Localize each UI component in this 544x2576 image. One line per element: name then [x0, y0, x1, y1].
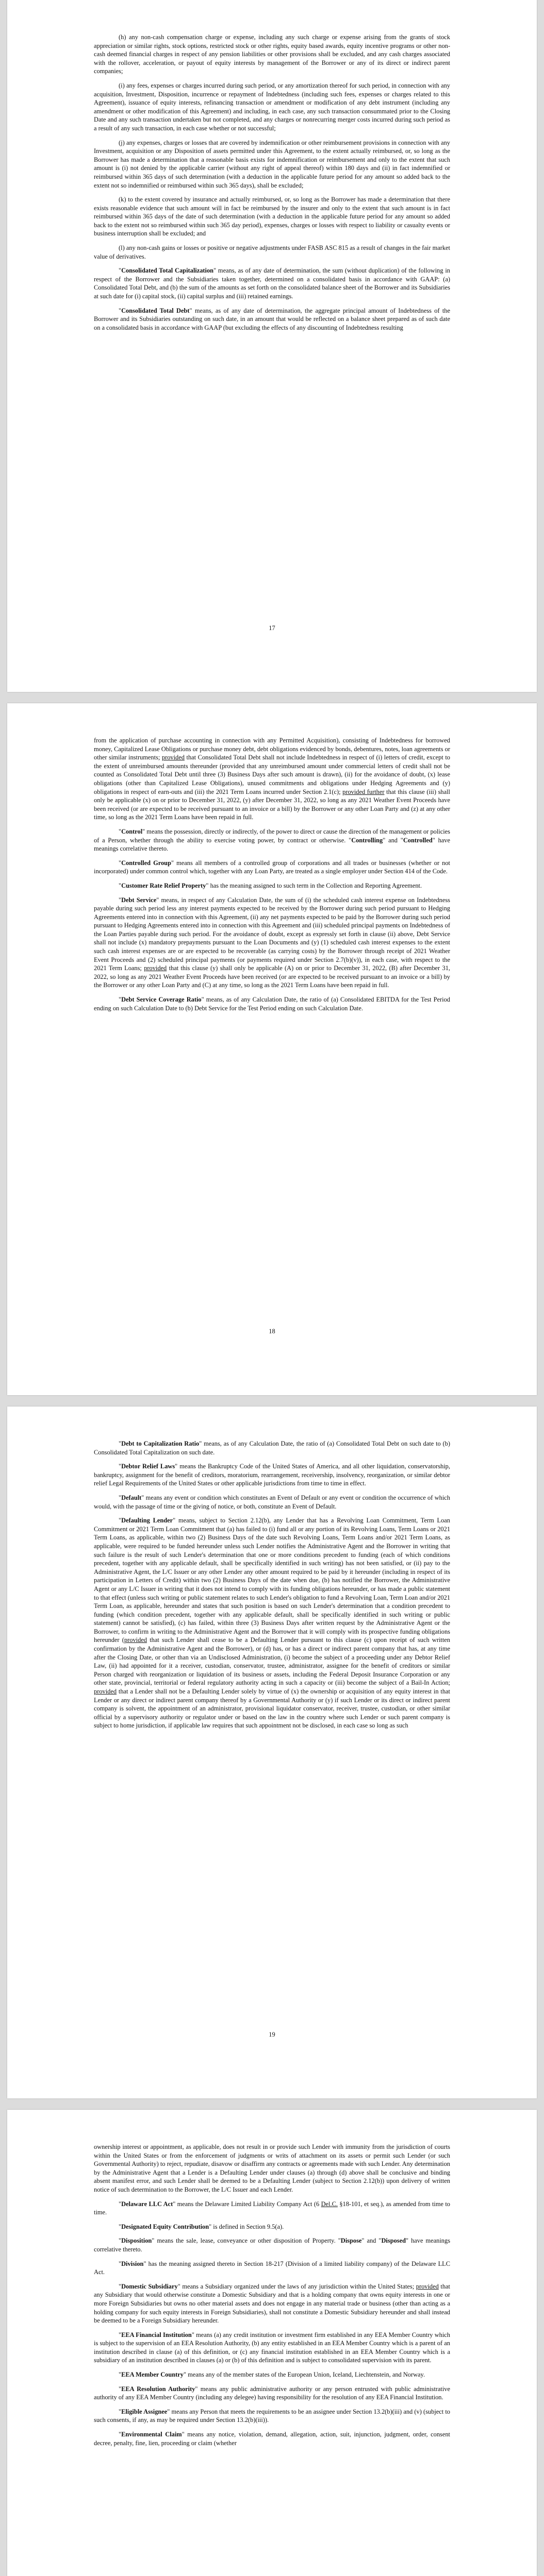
emphasis-provided-further: provided further [342, 788, 385, 795]
definition-body: that such Lender shall cease to be a Defaulting Lender pursuant to this clause (c) upon receipt of such written confirmation by the Administrative Agent and the Borrower), or (d) has, or has a direct or indirect parent company that has, at any time after the Closing Date, or other than via an Undisclosed Administration, (i) become the subject of a proceeding under any Debtor Relief Law, (ii) had appointed for it a receiver, custodian, conservator, trustee, administrator, assignee for the benefit of creditors or similar Person charged with reorganization or liquidation of its business or assets, including the Federal Deposit Insurance Corporation or any other state, provincial, territorial or federal regulatory authority acting in such a capacity or (iii) become the subject of a Bail-In Action; [94, 1636, 450, 1687]
document-page-20 [7, 2110, 537, 2576]
defined-term: Default [121, 1494, 142, 1501]
defined-term: EEA Resolution Authority [121, 2385, 195, 2393]
defined-term: Eligible Assignee [121, 2408, 168, 2415]
defined-term: Consolidated Total Capitalization [121, 267, 214, 275]
defined-term: Disposition [121, 2237, 152, 2245]
defined-term: Environmental Claim [121, 2431, 182, 2438]
definition-body: means the sale, lease, conveyance or other disposition of Property. " [154, 2237, 341, 2245]
definition-body: means a Subsidiary organized under the laws of any jurisdiction within the United States; [180, 2282, 416, 2290]
defined-term: Dispose [340, 2237, 362, 2245]
definition-disposition: "Disposition" means the sale, lease, conveyance or other disposition of Property. "Dispose" and "Disposed" have meanings correlative thereto. [94, 2237, 451, 2253]
definition-debt-service-coverage-ratio: "Debt Service Coverage Ratio" means, as of any Calculation Date, the ratio of (a) Consolidated EBITDA for the Test Period ending on such Calculation Date to (b) Debt Service for the Test Period ending on such Calculation Date. [94, 996, 450, 1012]
definition-body: means, as of any Calculation Date, the ratio of (a) Consolidated EBITDA for the Test Period ending on such Calculation Date to (b) Debt Service for the Test Period ending on such Calculation Date. [94, 996, 450, 1012]
citation-del-c: Del.C. [321, 2200, 338, 2208]
clause-h: (h) any non-cash compensation charge or expense, including any such charge or expense arising from the grants of stock appreciation or similar rights, stock options, restricted stock or other rights, equity based awards, equity incentive programs or other non-cash deemed financial charges in respect of any pension liabilities or other provisions shall be excluded, and any cash charges associated with the rollover, acceleration, or payout of equity interests by management of the Borrower or any of its direct or indirect parent companies; [94, 33, 450, 75]
definition-body: is defined in Section 9.5(a). [211, 2223, 284, 2230]
definition-debtor-relief-laws: "Debtor Relief Laws" means the Bankruptcy Code of the United States of America, and all other liquidation, conservatorship, bankruptcy, assignment for the benefit of creditors, moratorium, rearrangement, receivership, insolvency, reorganization, or similar debtor relief Legal Requirements of the United States or other applicable jurisdictions from time to time in effect. [94, 1463, 450, 1487]
definition-body: means, as of any date of determination, the aggregate principal amount of Indebtedness of the Borrower and its Subsidiaries outstanding on such date, in an amount that would be reflected on a balance sheet prepared as of such date on a consolidated basis in accordance with GAAP (but excluding the effects of any discounting of Indebtedness resulting [94, 307, 451, 331]
definition-consolidated-total-debt: "Consolidated Total Debt" means, as of any date of determination, the aggregate principal amount of Indebtedness of the Borrower and its Subsidiaries outstanding on such date, in an amount that would be reflected on a balance sheet prepared as of such date on a consolidated basis in accordance with GAAP (but excluding the effects of any discounting of Indebtedness resulting [94, 307, 451, 331]
definition-debt-service: "Debt Service" means, in respect of any Calculation Date, the sum of (i) the scheduled cash interest expense on Indebtedness payable during such period less any interest payments expected to be received by the Borrower during such period pursuant to Hedging Agreements entered into in connection with this Agreement, (ii) any net payments expected to be paid by the Borrower during such period pursuant to Hedging Agreements entered into in connection with this Agreement and (iii) scheduled principal payments on Indebtedness of the Loan Parties payable during such period. For the avoidance of doubt, except as expressly set forth in clause (ii) above, Debt Service shall not include (x) mandatory prepayments pursuant to the Loan Documents and (y) (1) scheduled cash interest expenses to the extent such cash interest expenses are or are expected to be recoverable (as carrying costs) by the Borrower through receipt of 2021 Weather Event Proceeds and (2) scheduled principal payments (or payments required under Section 2.7(b)(v)), in each case, with respect to the 2021 Term Loans; provided that this clause (y) shall only be applicable (A) on or prior to December 31, 2022, (B) after December 31, 2022, so long as any 2021 Weather Event Proceeds have been received (or are expected to be received pursuant to an invoice or a bill) by the Borrower or any other Loan Party and (C) at any time, so long as the 2021 Term Loans have been repaid in full. [94, 896, 450, 989]
definition-body: that this clause (y) shall only be applicable (A) on or prior to December 31, 2022, (B) after December 31, 2022, so long as any 2021 Weather Event Proceeds have been received (or are expected to be received pursuant to an invoice or a bill) by the Borrower or any other Loan Party and (C) at any time, so long as the 2021 Term Loans have been repaid in full. [94, 964, 450, 989]
clause-l: (l) any non-cash gains or losses or positive or negative adjustments under FASB ASC 815 as a result of changes in the fair market value of derivatives. [94, 244, 450, 260]
definition-defaulting-lender: "Defaulting Lender" means, subject to Section 2.12(b), any Lender that has a Revolving Loan Commitment, Term Loan Commitment or 2021 Term Loan Commitment that (a) has failed to (i) fund all or any portion of its Revolving Loans, Term Loans or 2021 Term Loans, as applicable, within two (2) Business Days of the date such Revolving Loans, Term Loans and/or 2021 Term Loans, as applicable, were required to be funded hereunder unless such Lender notifies the Administrative Agent and the Borrower in writing that such failure is the result of such Lender's determination that one or more conditions precedent to funding (each of which conditions precedent, together with any applicable default, shall be specifically identified in such writing) has not been satisfied, or (ii) pay to the Administrative Agent, the L/C Issuer or any other Lender any other amount required to be paid by it hereunder (including in respect of its participation in Letters of Credit) within two (2) Business Days of the date when due, (b) has notified the Borrower, the Administrative Agent or any L/C Issuer in writing that it does not intend to comply with its funding obligations hereunder, or has made a public statement to that effect (unless such writing or public statement relates to such Lender's obligation to fund a Revolving Loan, Term Loan and/or 2021 Term Loan, as applicable, hereunder and states that such position is based on such Lender's determination that a condition precedent to funding (which condition precedent, together with any applicable default, shall be specifically identified in such writing or public statement) cannot be satisfied), (c) has failed, within three (3) Business Days after written request by the Administrative Agent or the Borrower, to confirm in writing to the Administrative Agent and the Borrower that it will comply with its prospective funding obligations hereunder (provided that such Lender shall cease to be a Defaulting Lender pursuant to this clause (c) upon receipt of such written confirmation by the Administrative Agent and the Borrower), or (d) has, or has a direct or indirect parent company that has, at any time after the Closing Date, or other than via an Undisclosed Administration, (i) become the subject of a proceeding under any Debtor Relief Law, (ii) had appointed for it a receiver, custodian, conservator, trustee, administrator, assignee for the benefit of creditors or similar Person charged with reorganization or liquidation of its business or assets, including the Federal Deposit Insurance Corporation or any other state, provincial, territorial or federal regulatory authority acting in such a capacity or (iii) become the subject of a Bail-In Action; provided that a Lender shall not be a Defaulting Lender solely by virtue of (x) the ownership or acquisition of any equity interest in that Lender or any direct or indirect parent company thereof by a Governmental Authority or (y) if such Lender or its direct or indirect parent company is solvent, the appointment of an administrator, provisional liquidator conservator, receiver, trustee, custodian, or other similar official by a supervisory authority or regulator under or based on the law in the country where such Lender or such parent company is subject to home jurisdiction, if applicable law requires that such appointment not be disclosed, in each case so long as such [94, 1517, 450, 1730]
definition-body: means, as of any Calculation Date, the ratio of (a) Consolidated Total Debt on such date to (b) Consolidated Total Capitalization on such date. [94, 1440, 450, 1456]
definition-body: means the Delaware Limited Liability Company Act (6 [175, 2200, 321, 2208]
page-number: 19 [269, 2031, 275, 2038]
definition-body: " and " [383, 836, 403, 844]
definition-eea-member-country: "EEA Member Country" means any of the member states of the European Union, Iceland, Liechtenstein, and Norway. [119, 2371, 425, 2379]
defined-term: Division [121, 2260, 144, 2267]
definition-consolidated-total-debt-continued [94, 736, 450, 822]
definition-body: that a Lender shall not be a Defaulting Lender solely by virtue of (x) the ownership or acquisition of any equity interest in that Lender or any direct or indirect parent company thereof by a Governmental Authority or (y) if such Lender or its direct or indirect parent company is solvent, the appointment of an administrator, provisional liquidator conservator, receiver, trustee, custodian, or other similar official by a supervisory authority or regulator under or based on the law in the country where such Lender or such parent company is subject to home jurisdiction, if applicable law requires that such appointment not be disclosed, in each case so long as such [94, 1688, 450, 1730]
definition-delaware-llc-act: "Delaware LLC Act" means the Delaware Limited Liability Company Act (6 Del.C. §18-101, et seq.), as amended from time to time. [94, 2200, 450, 2216]
defined-term: Customer Rate Relief Property [121, 882, 206, 889]
definition-consolidated-total-capitalization: "Consolidated Total Capitalization" means, as of any date of determination, the sum (without duplication) of the following in respect of the Borrower and the Subsidiaries taken together, determined on a consolidated basis in accordance with GAAP: (a) Consolidated Total Debt, and (b) the sum of the amounts as set forth on the consolidated balance sheet of the Borrower and its Subsidiaries at such date for (i) capital stock, (ii) capital surplus and (iii) retained earnings. [94, 267, 450, 300]
document-page-19 [7, 1406, 537, 2098]
definition-customer-rate-relief-property: "Customer Rate Relief Property" has the meaning assigned to such term in the Collection and Reporting Agreement. [119, 882, 422, 889]
definition-body: means any Person that meets the requirements to be an assignee under Section 13.2(b)(iii) and (v) (subject to such consents, if any, as may be required under Section 13.2(b)(iii)). [94, 2408, 451, 2424]
document-page-17 [7, 0, 537, 692]
definition-body: means all members of a controlled group of corporations and all trades or businesses (whether or not incorporated) under common control which, together with any Loan Party, are treated as a single employer under Section 414 of the Code. [94, 859, 450, 875]
definition-eligible-assignee: "Eligible Assignee" means any Person that meets the requirements to be an assignee under Section 13.2(b)(iii) and (v) (subject to such consents, if any, as may be required under Section 13.2(b)(iii)). [94, 2408, 451, 2424]
definition-body: §18-101, et seq.), as amended from time to time. [94, 2200, 450, 2216]
defined-term: Debt Service [121, 896, 157, 904]
definition-debt-to-capitalization-ratio: "Debt to Capitalization Ratio" means, as of any Calculation Date, the ratio of (a) Consolidated Total Debt on such date to (b) Consolidated Total Capitalization on such date. [94, 1440, 450, 1456]
definition-body: means, as of any date of determination, the sum (without duplication) of the following in respect of the Borrower and the Subsidiaries taken together, determined on a consolidated basis in accordance with GAAP: (a) Consolidated Total Debt, and (b) the sum of the amounts as set forth on the consolidated balance sheet of the Borrower and its Subsidiaries at such date for (i) capital stock, (ii) capital surplus and (iii) retained earnings. [94, 267, 450, 300]
definition-body: means the possession, directly or indirectly, of the power to direct or cause the direction of the management or policies of a Person, whether through the ability to exercise voting power, by contract or otherwise. " [94, 827, 450, 844]
definition-body: means any of the member states of the European Union, Iceland, Liechtenstein, and Norway. [186, 2371, 425, 2379]
definition-body: has the meaning assigned to such term in the Collection and Reporting Agreement. [208, 882, 422, 889]
defined-term: Disposed [381, 2237, 406, 2245]
defined-term: EEA Financial Institution [121, 2331, 192, 2338]
definition-division: "Division" has the meaning assigned thereto in Section 18-217 (Division of a limited liability company) of the Delaware LLC Act. [94, 2260, 450, 2276]
definition-body: means any event or condition which constitutes an Event of Default or any event or condition the occurrence of which would, with the passage of time or the giving of notice, or both, constitute an Event of Default. [94, 1494, 450, 1510]
emphasis-provided: provided [124, 1636, 147, 1644]
definition-body: means, in respect of any Calculation Date, the sum of (i) the scheduled cash interest expense on Indebtedness payable during such period less any interest payments expected to be received by the Borrower during such period pursuant to Hedging Agreements entered into in connection with this Agreement, (ii) any net payments expected to be paid by the Borrower during such period pursuant to Hedging Agreements entered into in connection with this Agreement and (iii) scheduled principal payments on Indebtedness of the Loan Parties payable during such period. For the avoidance of doubt, except as expressly set forth in clause (ii) above, Debt Service shall not include (x) mandatory prepayments pursuant to the Loan Documents and (y) (1) scheduled cash interest expenses to the extent such cash interest expenses are or are expected to be recoverable (as carrying costs) by the Borrower through receipt of 2021 Weather Event Proceeds and (2) scheduled principal payments (or payments required under Section 2.7(b)(v)), in each case, with respect to the 2021 Term Loans; [94, 896, 450, 972]
defined-term: Domestic Subsidiary [121, 2282, 178, 2290]
defined-term: Defaulting Lender [121, 1517, 173, 1524]
emphasis-provided: provided [161, 754, 185, 761]
emphasis-provided: provided [94, 1688, 117, 1696]
definition-domestic-subsidiary: "Domestic Subsidiary" means a Subsidiary organized under the laws of any jurisdiction within the United States; provided that any Subsidiary that would otherwise constitute a Domestic Subsidiary and that is a holding company that owns equity interests in one or more Foreign Subsidiaries but owns no other material assets and does not engage in any material trade or business (other than acting as a holding company for such equity interests in Foreign Subsidiaries), shall not constitute a Domestic Subsidiary hereunder and shall instead be deemed to be a Foreign Subsidiary hereunder. [94, 2282, 450, 2325]
definition-default: "Default" means any event or condition which constitutes an Event of Default or any event or condition the occurrence of which would, with the passage of time or the giving of notice, or both, constitute an Event of Default. [94, 1494, 450, 1510]
definition-body: means the Bankruptcy Code of the United States of America, and all other liquidation, conservatorship, bankruptcy, assignment for the benefit of creditors, moratorium, rearrangement, receivership, insolvency, reorganization, or similar debtor relief Legal Requirements of the United States or other applicable jurisdictions from time to time in effect. [94, 1463, 450, 1487]
defined-term: Debt Service Coverage Ratio [121, 996, 202, 1004]
definition-environmental-claim: "Environmental Claim" means any notice, violation, demand, allegation, action, suit, injunction, judgment, order, consent decree, penalty, fine, lien, proceeding or claim (whether [94, 2431, 450, 2447]
defined-term: Control [121, 827, 143, 835]
defined-term: Debt to Capitalization Ratio [121, 1440, 200, 1447]
definition-control: "Control" means the possession, directly or indirectly, of the power to direct or cause the direction of the management or policies of a Person, whether through the ability to exercise voting power, by contract or otherwise. "Controlling" and "Controlled" have meanings correlative thereto. [94, 827, 450, 853]
clause-j: (j) any expenses, charges or losses that are covered by indemnification or other reimbursement provisions in connection with any Investment, acquisition or any Disposition of assets permitted under this Agreement, to the extent actually reimbursed, or, so long as the Borrower has made a determination that a reasonable basis exists for indemnification or reimbursement and only to the extent that such amount is (i) not denied by the applicable carrier (without any right of appeal thereof) within 180 days and (ii) in fact indemnified or reimbursed within 365 days of such determination (with a deduction in the applicable future period for any amount so added back to the extent not so indemnified or reimbursed within such 365 days), shall be excluded; [94, 139, 450, 189]
emphasis-provided: provided [416, 2282, 439, 2290]
definition-defaulting-lender-continued: ownership interest or appointment, as applicable, does not result in or provide such Lender with immunity from the jurisdiction of courts within the United States or from the enforcement of judgments or writs of attachment on its assets or permit such Lender (or such Governmental Authority) to reject, repudiate, disavow or disaffirm any contracts or agreements made with such Lender. Any determination by the Administrative Agent that a Lender is a Defaulting Lender under clauses (a) through (d) above shall be conclusive and binding absent manifest error, and such Lender shall be deemed to be a Defaulting Lender (subject to Section 2.12(b)) upon delivery of written notice of such determination to the Borrower, the L/C Issuer and each Lender. [94, 2143, 450, 2193]
definition-body: has the meaning assigned thereto in Section 18-217 (Division of a limited liability company) of the Delaware LLC Act. [94, 2260, 450, 2276]
definition-body: means (a) any credit institution or investment firm established in any EEA Member Country which is subject to the supervision of an EEA Resolution Authority, (b) any entity established in an EEA Member Country which is a parent of an institution described in clause (a) of this definition, or (c) any financial institution established in an EEA Member Country which is a subsidiary of an institution described in clauses (a) or (b) of this definition and is subject to consolidated supervision with its parent. [94, 2331, 451, 2364]
definition-body: means, subject to Section 2.12(b), any Lender that has a Revolving Loan Commitment, Term Loan Commitment or 2021 Term Loan Commitment that (a) has failed to (i) fund all or any portion of its Revolving Loans, Term Loans or 2021 Term Loans, as applicable, within two (2) Business Days of the date such Revolving Loans, Term Loans and/or 2021 Term Loans, as applicable, were required to be funded hereunder unless such Lender notifies the Administrative Agent and the Borrower in writing that such failure is the result of such Lender's determination that one or more conditions precedent to funding (each of which conditions precedent, together with any applicable default, shall be specifically identified in such writing) has not been satisfied, or (ii) pay to the Administrative Agent, the L/C Issuer or any other Lender any other amount required to be paid by it hereunder (including in respect of its participation in Letters of Credit) within two (2) Business Days of the date when due, (b) has notified the Borrower, the Administrative Agent or any L/C Issuer in writing that it does not intend to comply with its funding obligations hereunder, or has made a public statement to that effect (unless such writing or public statement relates to such Lender's obligation to fund a Revolving Loan, Term Loan and/or 2021 Term Loan, as applicable, hereunder and states that such position is based on such Lender's determination that a condition precedent to funding (which condition precedent, together with any applicable default, shall be specifically identified in such writing or public statement) cannot be satisfied), (c) has failed, within three (3) Business Days after written request by the Administrative Agent or the Borrower, to confirm in writing to the Administrative Agent and the Borrower that it will comply with its prospective funding obligations hereunder ( [94, 1517, 450, 1644]
clause-k: (k) to the extent covered by insurance and actually reimbursed, or, so long as the Borrower has made a determination that there exists reasonable evidence that such amount will in fact be reimbursed by the insurer and only to the extent that such amount is in fact reimbursed within 365 days of the date of such determination (with a deduction in the applicable future period for any amount so added back to the extent not so reimbursed within such 365 day period), expenses, charges or losses with respect to liability or casualty events or business interruption shall be excluded; and [94, 196, 450, 238]
definition-body: means any notice, violation, demand, allegation, action, suit, injunction, judgment, order, consent decree, penalty, fine, lien, proceeding or claim (whether [94, 2431, 450, 2447]
definition-body: " have meanings correlative thereto. [94, 836, 450, 853]
continuation-text: that Consolidated Total Debt shall not include Indebtedness in respect of (i) letters of credit, except to the extent of unreimbursed amounts thereunder (provided that any unreimbursed amount under commercial letters of credit shall not be counted as Consolidated Total Debt until three (3) Business Days after such amount is drawn), (ii) for the avoidance of doubt, (x) lease obligations (other than Capitalized Lease Obligations), unused commitments and obligations under Hedging Agreements and (y) obligations in respect of earn-outs and (iii) the 2021 Term Loans incurred under Section 2.1(c); [94, 754, 450, 795]
defined-term: Designated Equity Contribution [121, 2223, 209, 2230]
definition-body: means any public administrative authority or any person entrusted with public administrative authority of any EEA Member Country (including any delegee) having responsibility for the resolution of any EEA Financial Institution. [94, 2385, 450, 2401]
emphasis-provided: provided [144, 964, 167, 972]
document-page-18 [7, 703, 537, 1395]
defined-term: Controlled [403, 836, 433, 844]
continuation-text: that this clause (iii) shall only be applicable (x) on or prior to December 31, 2022, (y) after December 31, 2022, so long as any 2021 Weather Event Proceeds have been received (or are expected to be received pursuant to an invoice or a bill) by the Borrower or any other Loan Party and (z) at any other time, so long as the 2021 Term Loans have been repaid in full. [94, 788, 450, 821]
page-number: 17 [269, 624, 275, 632]
definition-body: " and " [361, 2237, 382, 2245]
continuation-text: from the application of purchase accounting in connection with any Permitted Acquisition), consisting of Indebtedness for borrowed money, Capitalized Lease Obligations or purchase money debt, debt obligations evidenced by bonds, debentures, notes, loan agreements or other similar instruments; [94, 737, 450, 761]
definition-body: " have meanings correlative thereto. [94, 2237, 451, 2253]
defined-term: EEA Member Country [121, 2371, 184, 2379]
definition-designated-equity-contribution: "Designated Equity Contribution" is defined in Section 9.5(a). [119, 2223, 284, 2230]
clause-i: (i) any fees, expenses or charges incurred during such period, or any amortization thereof for such period, in connection with any acquisition, Investment, Disposition, incurrence or repayment of Indebtedness (including such fees, expenses or charges related to this Agreement), issuance of equity interests, refinancing transaction or amendment or modification of any debt instrument (including any amendment or other modification of this Agreement) and including, in each case, any such transaction consummated prior to the Closing Date and any such transaction undertaken but not completed, and any charges or nonrecurring merger costs incurred during such period as a result of any such transaction, in each case whether or not successful; [94, 81, 450, 132]
definition-eea-financial-institution: "EEA Financial Institution" means (a) any credit institution or investment firm established in any EEA Member Country which is subject to the supervision of an EEA Resolution Authority, (b) any entity established in an EEA Member Country which is a parent of an institution described in clause (a) of this definition, or (c) any financial institution established in an EEA Member Country which is a subsidiary of an institution described in clauses (a) or (b) of this definition and is subject to consolidated supervision with its parent. [94, 2331, 451, 2364]
definition-eea-resolution-authority: "EEA Resolution Authority" means any public administrative authority or any person entrusted with public administrative authority of any EEA Member Country (including any delegee) having responsibility for the resolution of any EEA Financial Institution. [94, 2385, 450, 2401]
defined-term: Controlling [351, 836, 383, 844]
page-number: 18 [269, 1328, 275, 1335]
definition-controlled-group: "Controlled Group" means all members of a controlled group of corporations and all trades or businesses (whether or not incorporated) under common control which, together with any Loan Party, are treated as a single employer under Section 414 of the Code. [94, 859, 450, 875]
definition-body: that any Subsidiary that would otherwise constitute a Domestic Subsidiary and that is a holding company that owns equity interests in one or more Foreign Subsidiaries but owns no other material assets and does not engage in any material trade or business (other than acting as a holding company for such equity interests in Foreign Subsidiaries), shall not constitute a Domestic Subsidiary hereunder and shall instead be deemed to be a Foreign Subsidiary hereunder. [94, 2282, 450, 2325]
defined-term: Debtor Relief Laws [121, 1463, 175, 1470]
defined-term: Controlled Group [121, 859, 171, 867]
defined-term: Consolidated Total Debt [121, 307, 190, 314]
defined-term: Delaware LLC Act [121, 2200, 173, 2208]
